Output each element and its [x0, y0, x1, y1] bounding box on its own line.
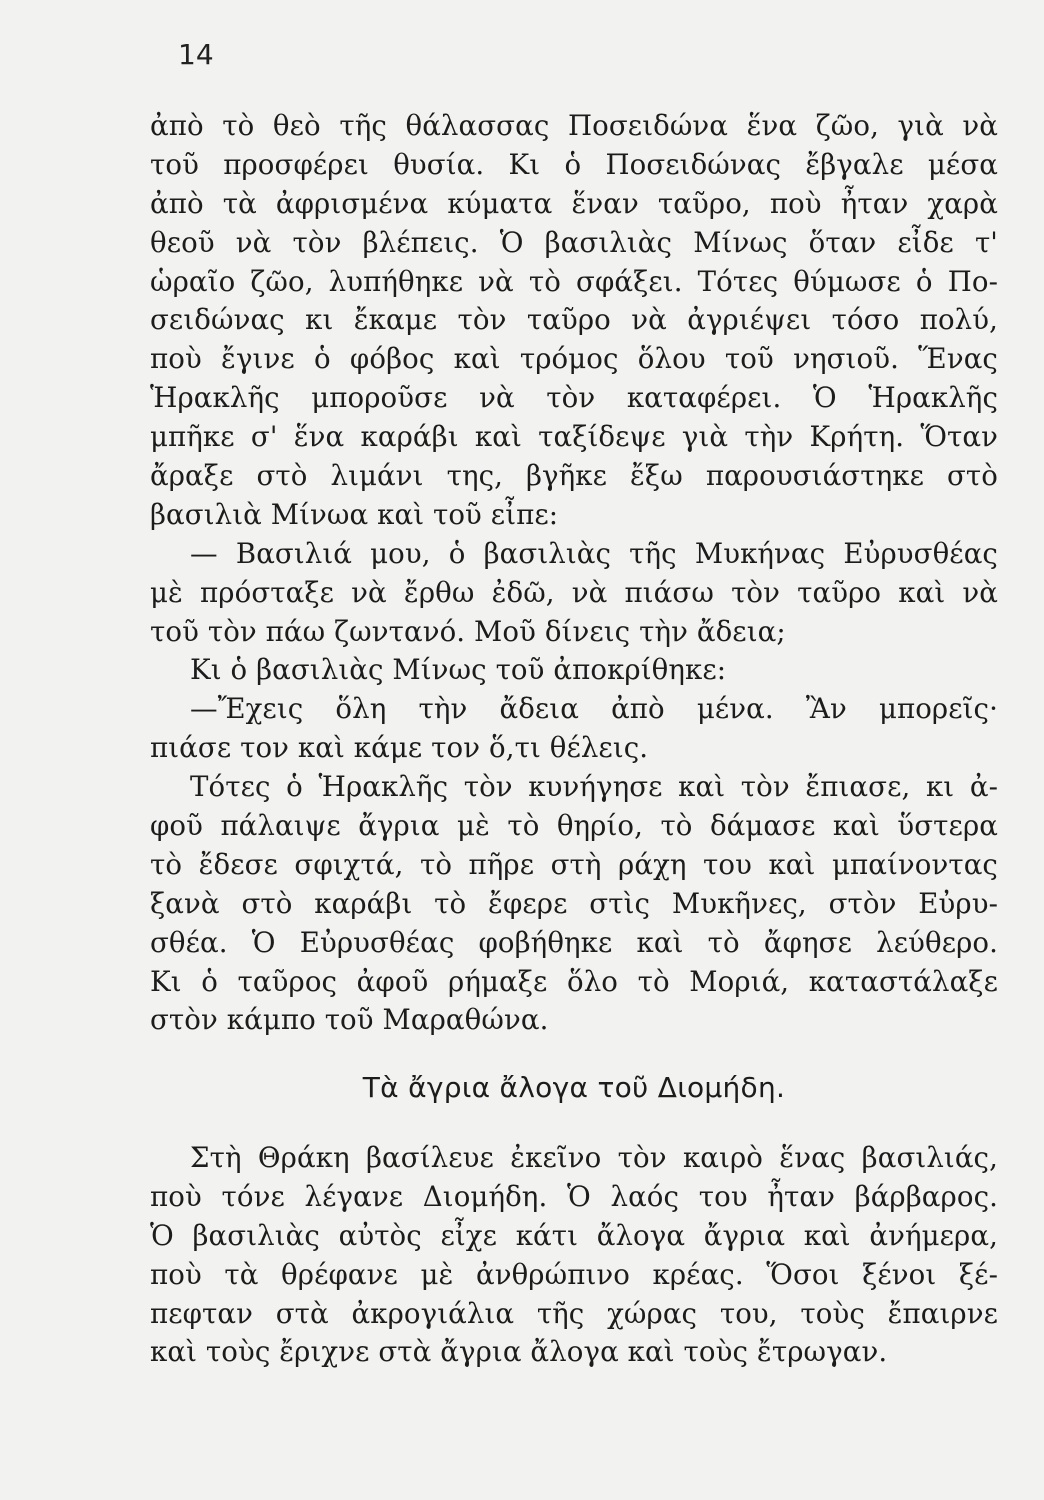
text-line: Ἡρακλῆς μποροῦσε νὰ τὸν καταφέρει. Ὁ Ἡρακλῆς — [150, 381, 998, 415]
text-line: Κι ὁ ταῦρος ἀφοῦ ρήμαξε ὅλο τὸ Μοριά, καταστάλαξε — [150, 964, 998, 998]
text-line: Τότες ὁ Ἡρακλῆς τὸν κυνήγησε καὶ τὸν ἔπιασε, κι ἀ- — [190, 770, 998, 804]
text-line: ἀπὸ τὰ ἀφρισμένα κύματα ἕναν ταῦρο, ποὺ ἦταν χαρὰ — [150, 186, 998, 220]
text-line: καὶ τοὺς ἔριχνε στὰ ἄγρια ἄλογα καὶ τοὺς ἔτρωγαν. — [150, 1335, 888, 1369]
text-line: φοῦ πάλαιψε ἄγρια μὲ τὸ θηρίο, τὸ δάμασε καὶ ὕστερα — [150, 809, 998, 843]
dialogue-line: —Ἔχεις ὅλη τὴν ἄδεια ἀπὸ μένα. Ἂν μπορεῖς· — [190, 692, 998, 726]
dialogue-line: πιάσε τον καὶ κάμε τον ὅ,τι θέλεις. — [150, 731, 649, 765]
text-line: ποὺ τόνε λέγανε Διομήδη. Ὁ λαός του ἦταν βάρβαρος. — [150, 1179, 998, 1213]
text-line: βασιλιὰ Μίνωα καὶ τοῦ εἶπε: — [150, 497, 559, 531]
text-line: σθέα. Ὁ Εὐρυσθέας φοβήθηκε καὶ τὸ ἄφησε λεύθερο. — [150, 925, 998, 959]
text-block-lower — [150, 1139, 998, 1372]
text-line: στὸν κάμπο τοῦ Μαραθώνα. — [150, 1003, 549, 1037]
text-line: μπῆκε σ' ἕνα καράβι καὶ ταξίδεψε γιὰ τὴν Κρήτη. Ὅταν — [150, 420, 998, 454]
text-line: πεφταν στὰ ἀκρογιάλια τῆς χώρας του, τοὺς ἔπαιρνε — [150, 1296, 998, 1330]
text-line: ὡραῖο ζῶο, λυπήθηκε νὰ τὸ σφάξει. Τότες θύμωσε ὁ Πο- — [150, 264, 998, 298]
text-line: ξανὰ στὸ καράβι τὸ ἔφερε στὶς Μυκῆνες, στὸν Εὐρυ- — [150, 886, 998, 920]
text-line: θεοῦ νὰ τὸν βλέπεις. Ὁ βασιλιὰς Μίνως ὅταν εἶδε τ' — [150, 225, 998, 259]
dialogue-line: — Βασιλιά μου, ὁ βασιλιὰς τῆς Μυκήνας Εὐρυσθέας — [190, 536, 998, 570]
text-line: σειδώνας κι ἔκαμε τὸν ταῦρο νὰ ἀγριέψει τόσο πολύ, — [150, 303, 998, 337]
text-line: τοῦ προσφέρει θυσία. Κι ὁ Ποσειδώνας ἔβγαλε μέσα — [150, 147, 998, 181]
text-line: ποὺ ἔγινε ὁ φόβος καὶ τρόμος ὅλου τοῦ νησιοῦ. Ἕνας — [150, 342, 998, 376]
text-line: ἄραξε στὸ λιμάνι της, βγῆκε ἔξω παρουσιάστηκε στὸ — [150, 459, 998, 493]
text-line: ἀπὸ τὸ θεὸ τῆς θάλασσας Ποσειδώνα ἕνα ζῶο, γιὰ νὰ — [150, 109, 998, 142]
text-line: ποὺ τὰ θρέφανε μὲ ἀνθρώπινο κρέας. Ὅσοι ξένοι ξέ- — [150, 1257, 998, 1291]
dialogue-line: μὲ πρόσταξε νὰ ἔρθω ἐδῶ, νὰ πιάσω τὸν ταῦρο καὶ νὰ — [150, 575, 998, 609]
dialogue-line: τοῦ τὸν πάω ζωντανό. Μοῦ δίνεις τὴν ἄδεια; — [150, 614, 786, 648]
reply-intro-line: Κι ὁ βασιλιὰς Μίνως τοῦ ἀποκρίθηκε: — [190, 653, 727, 687]
text-line: Στὴ Θράκη βασίλευε ἐκεῖνο τὸν καιρὸ ἕνας βασιλιάς, — [190, 1141, 998, 1174]
text-block-upper — [150, 107, 998, 1040]
page-number: 14 — [178, 38, 214, 71]
section-heading: Τὰ ἄγρια ἄλογα τοῦ Διομήδη. — [362, 1071, 786, 1104]
text-line: τὸ ἔδεσε σφιχτά, τὸ πῆρε στὴ ράχη του καὶ μπαίνοντας — [150, 847, 998, 881]
text-line: Ὁ βασιλιὰς αὐτὸς εἶχε κάτι ἄλογα ἄγρια καὶ ἀνήμερα, — [150, 1218, 998, 1252]
